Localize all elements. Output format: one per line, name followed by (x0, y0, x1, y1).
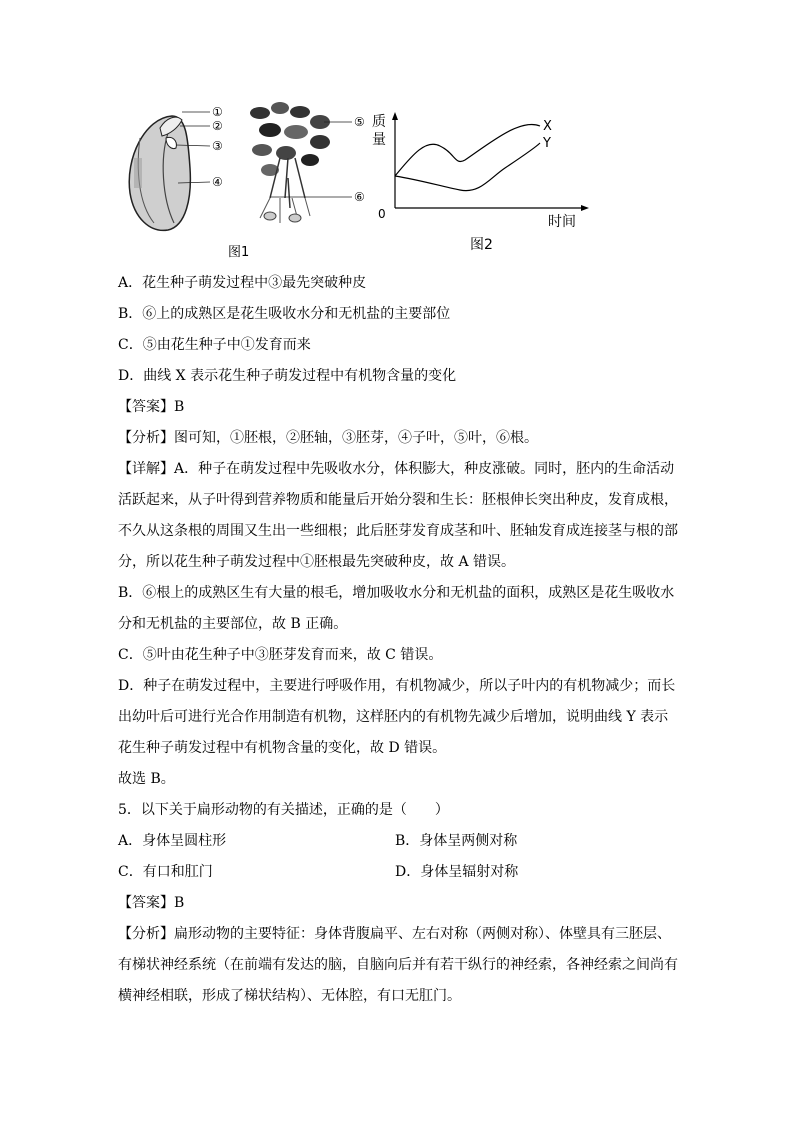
q4-detail-a: 【详解】A．种子在萌发过程中先吸收水分，体积膨大，种皮涨破。同时，胚内的生命活动活跃起来，从子叶得到营养物质和能量后开始分裂和生长：胚根伸长突出种皮，发育成根，不久从这条根的周围又生出一些细根；此后胚芽发育成茎和叶、胚轴发育成连接茎与根的部分，所以花生种子萌发过程中①胚根最先突破种皮，故 A 错误。 (118, 461, 678, 570)
figure-area (120, 98, 590, 258)
chart-origin: 0 (378, 207, 386, 221)
chart-xlabel: 时间 (548, 214, 576, 230)
growth-chart (372, 112, 589, 230)
marker-5: ⑤ (354, 115, 365, 129)
q4-conclusion: 故选 B。 (118, 771, 175, 787)
q4-option-b: B．⑥上的成熟区是花生吸收水分和无机盐的主要部位 (118, 306, 451, 322)
q4-answer: 【答案】B (118, 399, 185, 415)
q5-option-b: B．身体呈两侧对称 (395, 833, 518, 849)
q4-option-d: D．曲线 X 表示花生种子萌发过程中有机物含量的变化 (118, 368, 457, 384)
marker-3: ③ (212, 139, 223, 153)
series-x-line (395, 124, 540, 176)
q5-analysis: 【分析】扁形动物的主要特征：身体背腹扁平、左右对称（两侧对称）、体壁具有三胚层、有梯状神经系统（在前端有发达的脑，自脑向后并有若干纵行的神经索，各神经索之间尚有横神经相联，形成了梯状结构）、无体腔，有口无肛门。 (118, 926, 678, 1004)
marker-2: ② (212, 119, 223, 133)
figure-svg (120, 98, 590, 258)
plant-illustration (250, 102, 330, 223)
q5-answer: 【答案】B (118, 895, 185, 911)
marker-6: ⑥ (354, 190, 365, 204)
q5-options-row-1 (118, 826, 678, 857)
figure-2-caption: 图2 (470, 237, 493, 253)
figure-1-caption: 图1 (228, 245, 250, 260)
q5-option-a: A．身体呈圆柱形 (118, 833, 227, 849)
chart-ylabel-1: 质 (372, 114, 386, 130)
q4-detail-d: D．种子在萌发过程中，主要进行呼吸作用，有机物减少，所以子叶内的有机物减少；而长出幼叶后可进行光合作用制造有机物，这样胚内的有机物先减少后增加，说明曲线 Y 表示花生种子萌发过程中有机物含量的变化，故 D 错误。 (118, 678, 676, 756)
question-content (118, 268, 678, 1012)
q4-option-a: A．花生种子萌发过程中③最先突破种皮 (118, 275, 367, 291)
q4-analysis: 【分析】图可知，①胚根，②胚轴，③胚芽，④子叶，⑤叶，⑥根。 (118, 430, 538, 446)
series-y-line (395, 143, 540, 191)
q4-detail-b: B．⑥根上的成熟区生有大量的根毛，增加吸收水分和无机盐的面积，成熟区是花生吸收水分和无机盐的主要部位，故 B 正确。 (118, 585, 675, 632)
q5-option-c: C．有口和肛门 (118, 864, 213, 880)
series-x-label: X (543, 119, 552, 134)
q4-detail-c: C．⑤叶由花生种子中③胚芽发育而来，故 C 错误。 (118, 647, 443, 663)
seed-illustration (129, 116, 190, 230)
q5-stem: 5．以下关于扁形动物的有关描述，正确的是（ ） (118, 802, 449, 818)
chart-ylabel-2: 量 (372, 132, 386, 148)
series-y-label: Y (543, 136, 551, 151)
marker-4: ④ (212, 175, 223, 189)
q5-options-row-2 (118, 857, 678, 888)
q4-option-c: C．⑤由花生种子中①发育而来 (118, 337, 311, 353)
marker-1: ① (212, 105, 223, 119)
q5-option-d: D．身体呈辐射对称 (395, 864, 519, 880)
